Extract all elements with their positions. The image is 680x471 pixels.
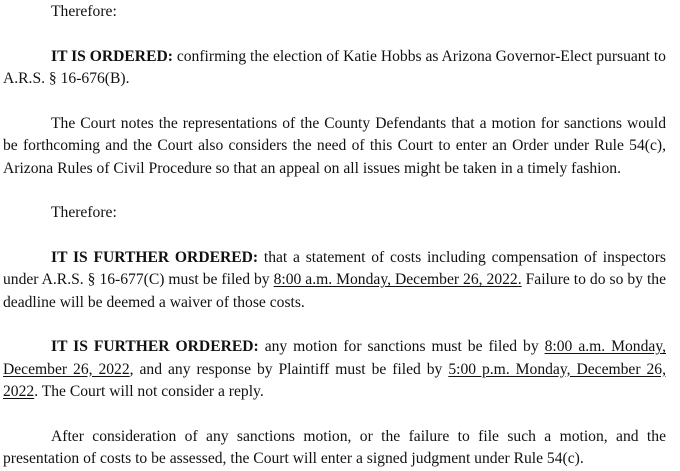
order-lead: IT IS ORDERED: xyxy=(51,47,173,65)
court-notes-paragraph: The Court notes the representations of the County Defendants that a motion for sanctions would be forthcoming and the Court also considers the need of this Court to enter an Order under Rule 54(c), Arizona Rules of Civil Procedure so that an appeal on all issues might be taken in a timely fashion. xyxy=(3,114,666,177)
deadline-costs: 8:00 a.m. Monday, December 26, 2022. xyxy=(273,271,522,288)
deadline-plaintiff-response: 5:00 p.m. Monday, December 26, 2022 xyxy=(3,360,666,400)
therefore-heading-2: Therefore: xyxy=(51,204,117,221)
order-paragraph-sanctions xyxy=(3,336,666,404)
order-text: , and any response by Plaintiff must be filed by xyxy=(129,360,449,378)
order-lead: IT IS FURTHER ORDERED: xyxy=(51,248,259,266)
order-paragraph-confirmation xyxy=(3,46,666,91)
order-text: . The Court will not consider a reply. xyxy=(34,383,264,400)
order-text: any motion for sanctions must be filed by xyxy=(258,338,545,355)
order-text: confirming the election of Katie Hobbs as Arizona Governor-Elect pursuant to A.R.S. § 16-676(B). xyxy=(3,47,666,87)
therefore-heading-1: Therefore: xyxy=(51,3,117,20)
deadline-sanctions-motion: 8:00 a.m. Monday, December 26, 2022 xyxy=(3,338,667,378)
order-paragraph-costs xyxy=(3,247,666,315)
order-text: Failure to do so by the deadline will be deemed a waiver of those costs. xyxy=(3,271,666,311)
order-lead: IT IS FURTHER ORDERED: xyxy=(51,338,259,355)
final-judgment-paragraph: After consideration of any sanctions motion, or the failure to file such a motion, and the presentation of costs to be assessed, the Court will enter a signed judgment under Rule 54(c). xyxy=(3,427,666,467)
order-text: that a statement of costs including compensation of inspectors under A.R.S. § 16-677(C) must be filed by xyxy=(3,248,666,288)
